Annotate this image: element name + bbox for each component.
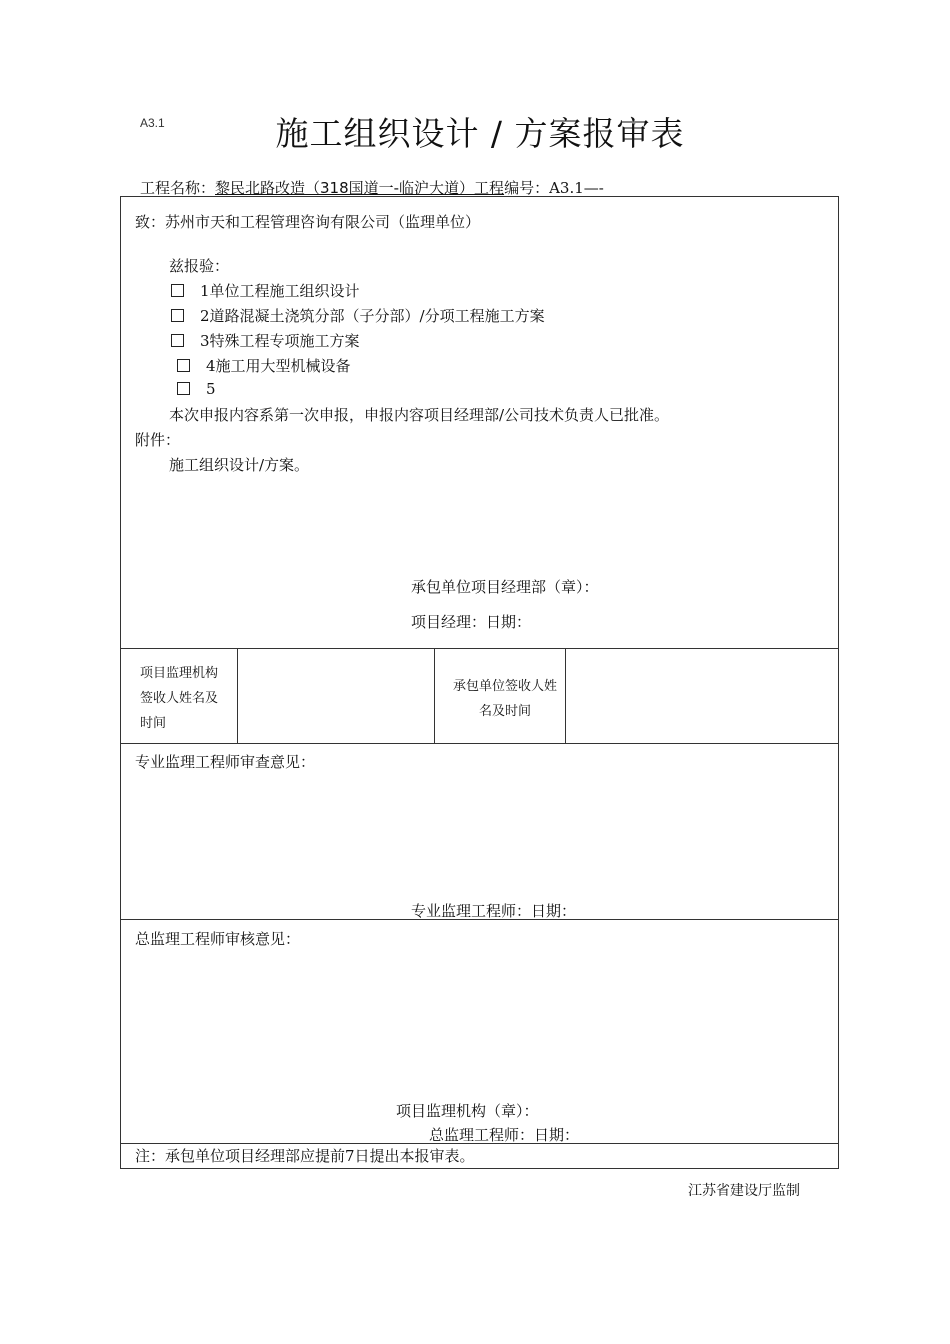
divider (237, 648, 238, 743)
checklist-item: 4施工用大型机械设备 (177, 355, 351, 376)
checklist-item: 3特殊工程专项施工方案 (171, 330, 360, 351)
footer-issuer: 江苏省建设厅监制 (688, 1183, 800, 1199)
divider (434, 648, 435, 743)
note: 注：承包单位项目经理部应提前7日提出本报审表。 (135, 1147, 475, 1165)
supervisor-receipt-field[interactable] (239, 650, 432, 741)
attachment-text: 施工组织设计/方案。 (169, 456, 310, 474)
engineer-opinion-field[interactable] (135, 777, 825, 897)
chief-sign: 总监理工程师：日期： (429, 1126, 580, 1144)
form-table (120, 196, 839, 1169)
divider (121, 919, 838, 920)
checkbox[interactable] (171, 284, 184, 297)
manager-date: 项目经理：日期： (411, 613, 532, 631)
chief-opinion-field[interactable] (135, 954, 825, 1089)
project-number: A3.1—- (549, 179, 604, 197)
contractor-receipt-label: 承包单位签收人姓名及时间 (452, 679, 557, 719)
page-title: 施工组织设计 / 方案报审表 (275, 114, 685, 153)
engineer-sign: 专业监理工程师：日期： (411, 902, 577, 920)
project-label: 工程名称： (140, 179, 216, 197)
engineer-opinion-label: 专业监理工程师审查意见： (135, 753, 316, 771)
project-name: 黎民北路改造（318国道一-临沪大道）工程 (215, 179, 505, 197)
contractor-seal: 承包单位项目经理部（章）： (411, 578, 599, 596)
checkbox[interactable] (177, 359, 190, 372)
checklist-item: 1单位工程施工组织设计 (171, 280, 360, 301)
attachment-label: 附件： (135, 431, 181, 449)
agency-seal: 项目监理机构（章）： (396, 1102, 539, 1120)
project-line (140, 177, 604, 198)
form-code: A3.1 (140, 116, 165, 130)
number-label: 编号： (504, 179, 550, 197)
divider (121, 648, 838, 649)
contractor-receipt-field[interactable] (567, 650, 837, 741)
statement: 本次申报内容系第一次申报，申报内容项目经理部/公司技术负责人已批准。 (169, 406, 670, 424)
checkbox[interactable] (171, 334, 184, 347)
intro-text: 兹报验： (169, 257, 230, 275)
chief-opinion-label: 总监理工程师审核意见： (135, 930, 301, 948)
divider (121, 1143, 838, 1144)
checkbox[interactable] (177, 382, 190, 395)
divider (565, 648, 566, 743)
addressee: 致：苏州市天和工程管理咨询有限公司（监理单位） (135, 213, 481, 231)
supervisor-receipt-label: 项目监理机构签收人姓名及时间 (140, 666, 219, 731)
divider (121, 743, 838, 744)
checklist-item: 2道路混凝土浇筑分部（子分部）/分项工程施工方案 (171, 305, 545, 326)
checklist-item: 5 (177, 380, 216, 398)
checkbox[interactable] (171, 309, 184, 322)
